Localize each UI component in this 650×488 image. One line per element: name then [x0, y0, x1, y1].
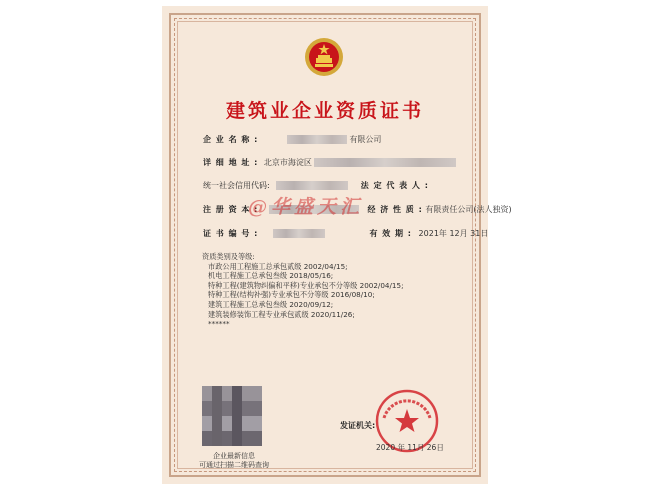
qualification-item: 特种工程(建筑物纠偏和平移)专业承包不分等级 2002/04/15; — [208, 280, 404, 290]
qualification-item: 特种工程(结构补强)专业承包不分等级 2016/08/10; — [208, 290, 375, 300]
qualification-item: ****** — [208, 319, 230, 329]
econ-type-label: 经 济 性 质 : — [367, 205, 423, 214]
qr-caption-line: 企业最新信息 — [213, 452, 255, 460]
certificate-title: 建筑业企业资质证书 — [225, 100, 424, 122]
address-value: 北京市海淀区 — [263, 158, 312, 167]
legal-rep-label: 法 定 代 表 人 : — [360, 181, 429, 190]
qr-code — [202, 386, 262, 446]
qualification-item: 建筑装修装饰工程专业承包贰级 2020/11/26; — [208, 309, 355, 319]
qualifications-list — [202, 252, 404, 329]
issuer-label: 发证机关: — [340, 421, 376, 430]
redacted-block — [287, 135, 347, 144]
credit-code-label: 统一社会信用代码: — [203, 181, 270, 190]
address-label: 详 细 地 址 : — [203, 158, 259, 167]
capital-label: 注 册 资 本 : — [203, 205, 259, 214]
econ-type-value: 有限责任公司(法人独资) — [425, 205, 512, 214]
qualification-item: 机电工程施工总承包叁级 2018/05/16; — [208, 271, 334, 281]
cert-no-label: 证 书 编 号 : — [203, 229, 259, 238]
certificate — [162, 6, 512, 484]
company-name-row — [203, 134, 381, 145]
watermark: @华盛天汇 — [248, 196, 364, 218]
national-emblem-icon — [303, 36, 345, 78]
validity-value: 2021年 12月 31日 — [418, 229, 489, 238]
qualification-item: 市政公用工程施工总承包贰级 2002/04/15; — [208, 261, 348, 271]
qr-caption — [184, 452, 284, 470]
redacted-block — [276, 181, 348, 190]
company-name-value: 有限公司 — [349, 135, 382, 144]
qualifications-heading: 资质类别及等级: — [202, 252, 255, 261]
qualification-item: 建筑工程施工总承包叁级 2020/09/12; — [208, 299, 334, 309]
issue-date: 2020 年 11月 26日 — [376, 443, 444, 452]
company-name-label: 企 业 名 称 : — [203, 135, 259, 144]
cert-no-row — [203, 228, 488, 239]
credit-code-row — [203, 180, 429, 191]
redacted-block — [314, 158, 456, 167]
qr-caption-line: 可通过扫描二维码查询 — [199, 461, 269, 469]
validity-label: 有 效 期 : — [369, 229, 412, 238]
redacted-block — [273, 229, 325, 238]
address-row — [203, 157, 456, 168]
